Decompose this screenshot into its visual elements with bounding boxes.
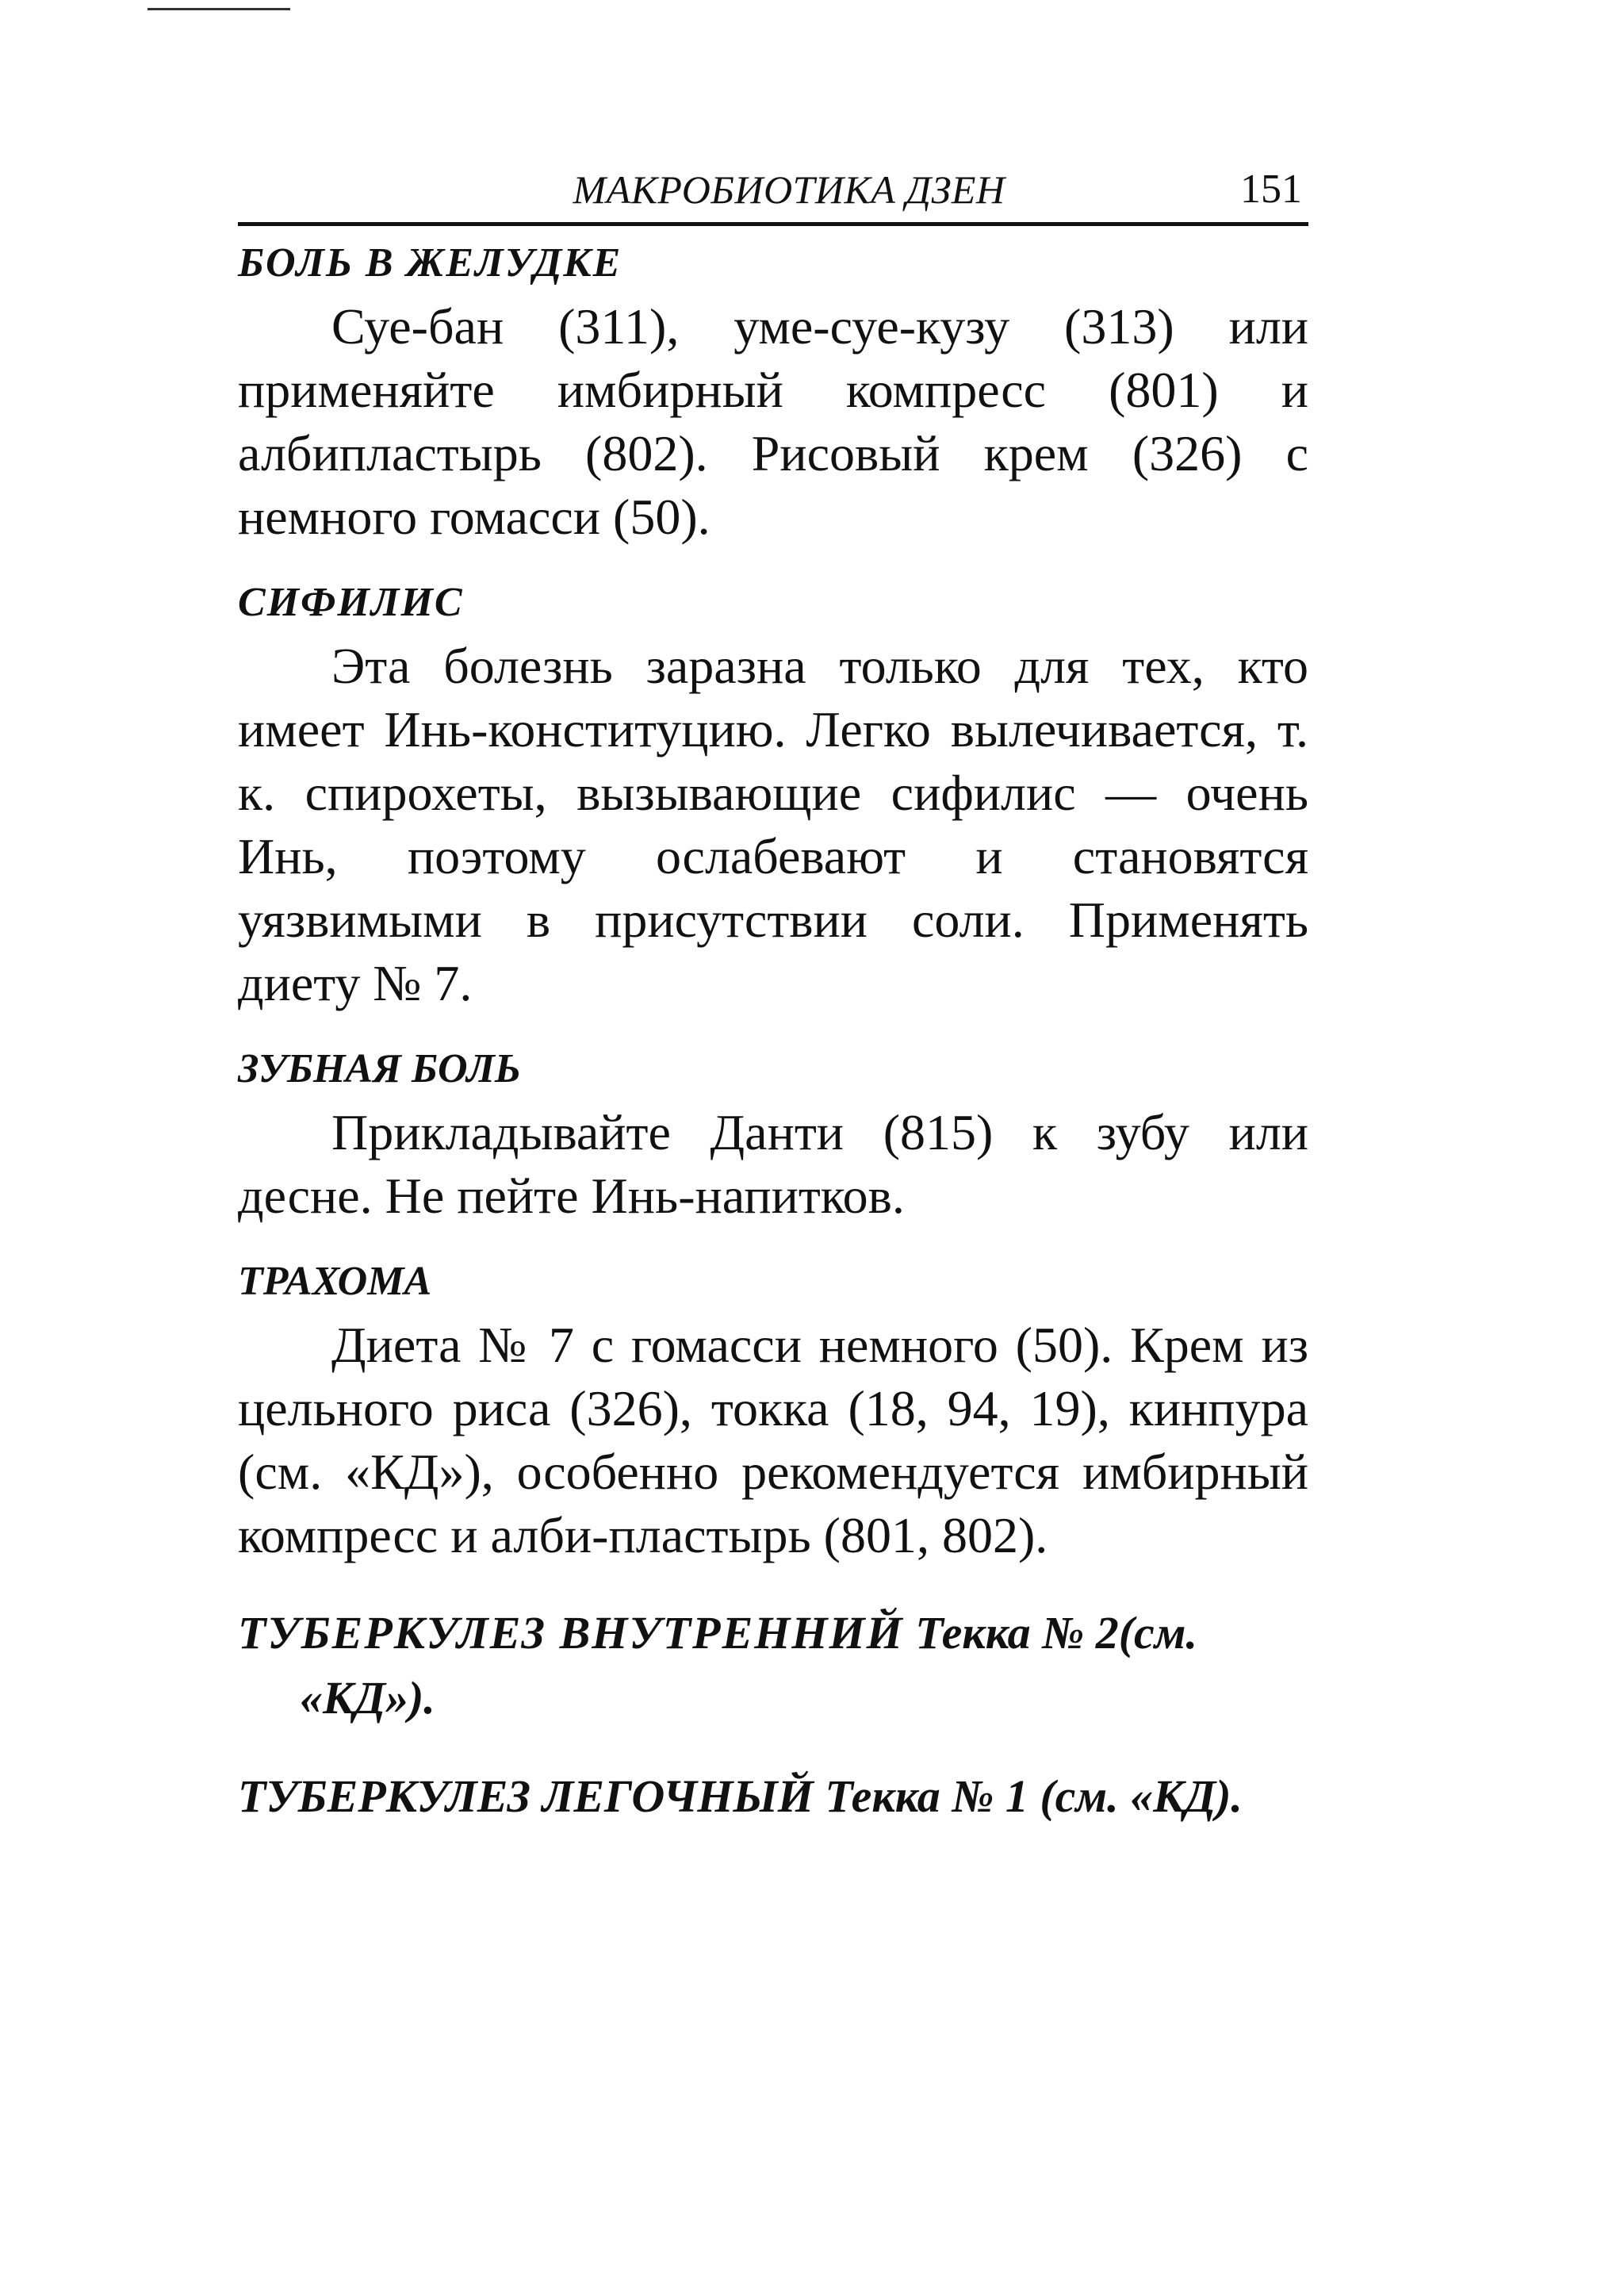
section-heading-trachoma: ТРАХОМА [238,1259,432,1304]
running-title: МАКРОБИОТИКА ДЗЕН [573,167,1005,212]
section-gap [238,549,1308,577]
entry-text: Текка № 2(см. «КД»). [300,1607,1198,1724]
section-text-toothache: Прикладывайте Данти (815) к зубу или десне. Не пейте Инь-напитков. [238,1104,1308,1224]
entry-heading: ТУБЕРКУЛЕЗ ВНУТРЕННИЙ [238,1607,904,1659]
section-heading-stomach-pain: БОЛЬ В ЖЕЛУДКЕ [238,240,622,286]
section-heading-toothache: ЗУБНАЯ БОЛЬ [238,1046,521,1091]
section-gap [238,1731,1308,1764]
section-gap [238,1228,1308,1256]
entry-text: Текка № 1 (см. «КД). [825,1770,1243,1822]
section-heading-syphilis: СИФИЛИС [238,580,464,625]
entry-heading: ТУБЕРКУЛЕЗ ЛЕГОЧНЫЙ [238,1770,814,1822]
section-gap [238,1567,1308,1601]
section-text-stomach-pain: Суе-бан (311), уме-суе-кузу (313) или применяйте имбирный компресс (801) и албипластырь (802). Рисовый крем (326) с немного гомасси (50). [238,298,1308,545]
scan-edge-mark [147,8,290,10]
section-gap [238,1015,1308,1044]
page-number: 151 [1240,167,1302,212]
entry-tuberculosis-internal [238,1601,1308,1731]
section-text-syphilis: Эта болезнь заразна только для тех, кто имеет Инь-конституцию. Легко вылечивается, т. к. спирохеты, вызывающие сифилис — очень Инь, поэтому ослабевают и становятся уязвимыми в присутствии соли. Применять диету № 7. [238,638,1308,1011]
entry-tuberculosis-pulmonary [238,1764,1308,1829]
running-header [238,159,1308,226]
section-text-trachoma: Диета № 7 с гомасси немного (50). Крем из цельного риса (326), токка (18, 94, 19), кинпура (см. «КД»), особенно рекомендуется имбирный компресс и алби-пластырь (801, 802). [238,1317,1308,1563]
page-body [238,238,1308,1829]
